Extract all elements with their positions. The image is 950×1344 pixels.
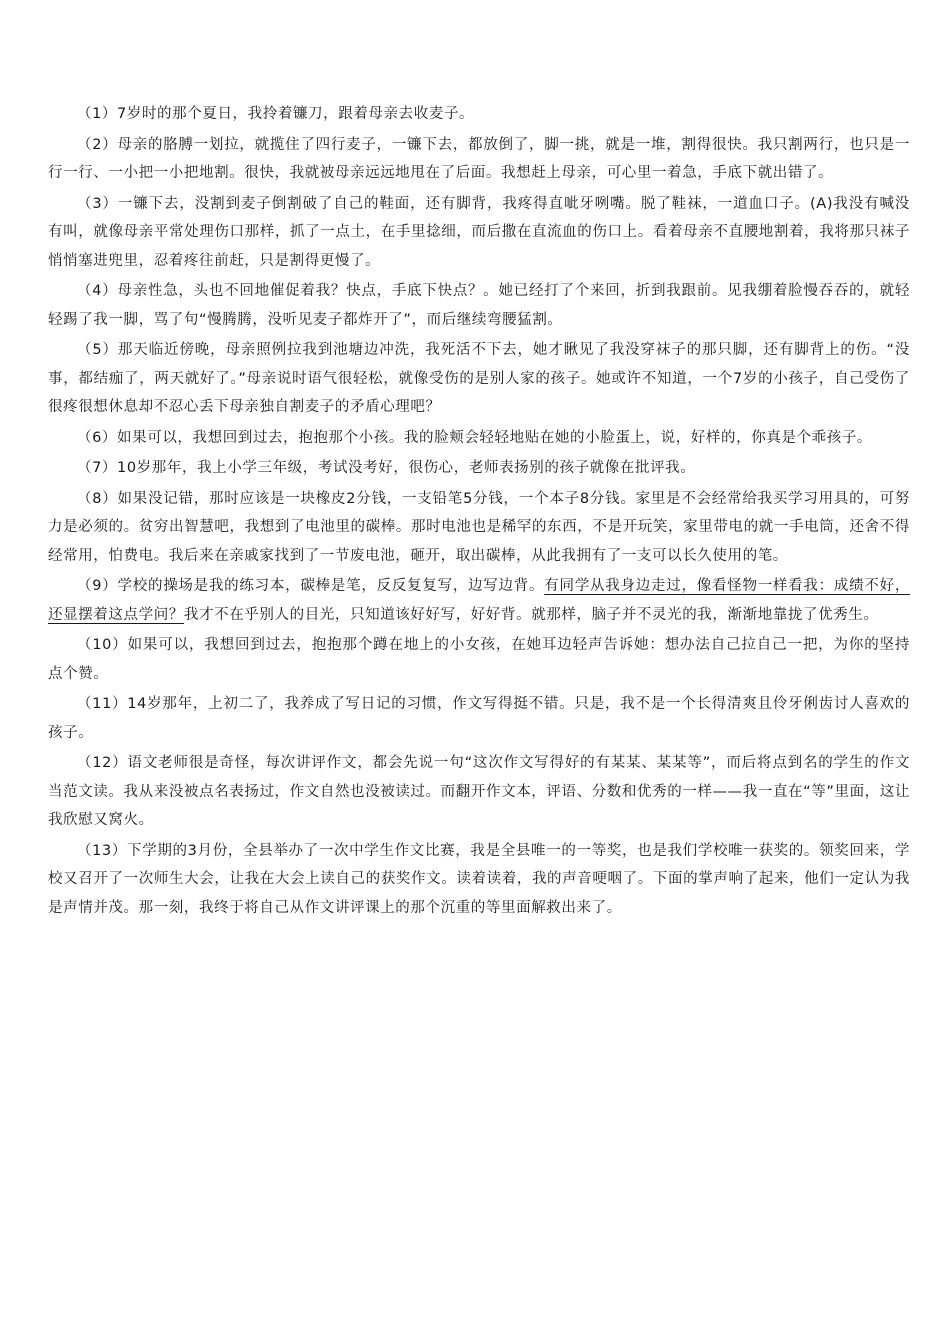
paragraph-7: （7）10岁那年，我上小学三年级，考试没考好，很伤心，老师表扬别的孩子就像在批评我。 [77,460,696,476]
paragraph-1: （1）7岁时的那个夏日，我拎着镰刀，跟着母亲去收麦子。 [77,106,475,122]
paragraph-9: （9）学校的操场是我的练习本，碳棒是笔，反反复复写，边写边背。有同学从我身边走过，像看怪物一样看我：成绩不好，还显摆着这点学问？我才不在乎别人的目光，只知道该好好写，好好背。就那样，脑子并不灵光的我，渐渐地靠拢了优秀生。 [48,578,910,623]
paragraph-13: （13）下学期的3月份，全县举办了一次中学生作文比赛，我是全县唯一的一等奖，也是我们学校唯一获奖的。领奖回来，学校又召开了一次师生大会，让我在大会上读自己的获奖作文。读着读着，我的声音哽咽了。下面的掌声响了起来，他们一定认为我是声情并茂。那一刻，我终于将自己从作文讲评课上的那个沉重的等里面解救出来了。 [48,842,910,916]
paragraph-12: （12）语文老师很是奇怪，每次讲评作文，都会先说一句“这次作文写得好的有某某、某某等”，而后将点到名的学生的作文当范文读。我从来没被点名表扬过，作文自然也没被读过。而翻开作文本，评语、分数和优秀的一样——我一直在“等”里面，这让我欣慰又窝火。 [48,755,910,828]
paragraph-2: （2）母亲的胳膊一划拉，就揽住了四行麦子，一镰下去，都放倒了，脚一挑，就是一堆，割得很快。我只割两行，也只是一行一行、一小把一小把地割。很快，我就被母亲远远地甩在了后面。我想赶上母亲，可心里一着急，手底下就出错了。 [48,136,910,181]
reading-passage [48,100,910,924]
paragraph-4: （4）母亲性急，头也不回地催促着我？快点，手底下快点？。她已经打了个来回，折到我跟前。见我绷着脸慢吞吞的，就轻轻踢了我一脚，骂了句“慢腾腾，没听见麦子都炸开了”，而后继续弯腰猛割。 [48,283,910,328]
paragraph-3: （3）一镰下去，没割到麦子倒割破了自己的鞋面，还有脚背，我疼得直呲牙咧嘴。脱了鞋袜，一道血口子。(A)我没有喊没有叫，就像母亲平常处理伤口那样，抓了一点土，在手里捻细，而后撒在直流血的伤口上。看着母亲不直腰地割着，我将那只袜子悄悄塞进兜里，忍着疼往前赶，只是割得更慢了。 [48,195,910,269]
paragraph-11: （11）14岁那年，上初二了，我养成了写日记的习惯，作文写得挺不错。只是，我不是一个长得清爽且伶牙俐齿讨人喜欢的孩子。 [48,696,910,741]
paragraph-8: （8）如果没记错，那时应该是一块橡皮2分钱，一支铅笔5分钱，一个本子8分钱。家里是不会经常给我买学习用具的，可努力是必须的。贫穷出智慧吧，我想到了电池里的碳棒。那时电池也是稀罕的东西，不是开玩笑，家里带电的就一手电筒，还舍不得经常用，怕费电。我后来在亲戚家找到了一节废电池，砸开，取出碳棒，从此我拥有了一支可以长久使用的笔。 [48,490,910,564]
paragraph-5: （5）那天临近傍晚，母亲照例拉我到池塘边冲洗，我死活不下去，她才瞅见了我没穿袜子的那只脚，还有脚背上的伤。“没事，都结痂了，两天就好了。”母亲说时语气很轻松，就像受伤的是别人家的孩子。她或许不知道，一个7岁的小孩子，自己受伤了很疼很想休息却不忍心丢下母亲独自割麦子的矛盾心理吧？ [48,342,910,415]
paragraph-10: （10）如果可以，我想回到过去，抱抱那个蹲在地上的小女孩，在她耳边轻声告诉她：想办法自己拉自己一把，为你的坚持点个赞。 [48,637,910,682]
underlined-sentence: 有同学从我身边走过，像看怪物一样看我：成绩不好，还显摆着这点学问？ [48,578,910,623]
paragraph-6: （6）如果可以，我想回到过去，抱抱那个小孩。我的脸颊会轻轻地贴在她的小脸蛋上，说，好样的，你真是个乖孩子。 [77,429,873,446]
